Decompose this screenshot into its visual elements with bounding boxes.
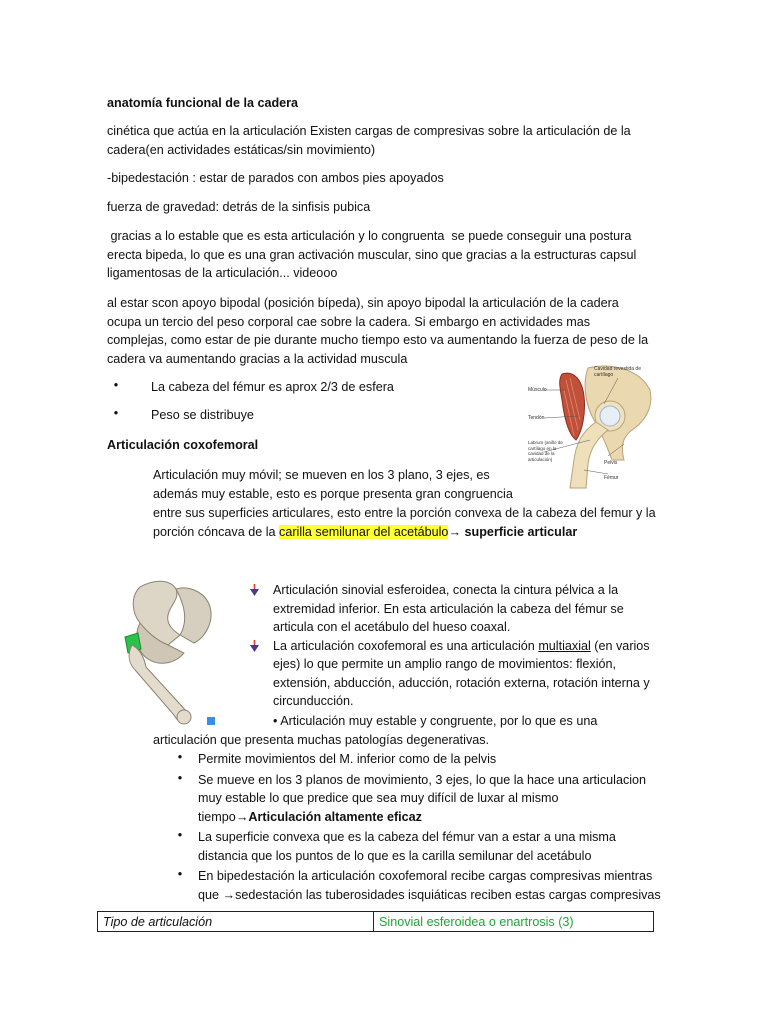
paragraph-bipodal: al estar scon apoyo bipodal (posición bípeda), sin apoyo bipodal la articulación de la cadera ocupa un tercio del peso corporal cae sobre la cadera. Si embargo en actividades mas complejas, como estar de pie durante mucho tiempo esto va aumentando la fuerza de peso de la cadera va aumentando gracias a la actividad muscula <box>107 296 649 366</box>
paragraph-gravedad: fuerza de gravedad: detrás de la sinfisis pubica <box>107 200 371 214</box>
label-labrum: Labrum (anillo de cartílago en la cavidad de la articulación) <box>528 440 563 462</box>
image-anchor-marker <box>207 717 215 725</box>
list-item: • Permite movimientos del M. inferior como de la pelvis <box>173 750 665 769</box>
hip-joint-image <box>528 360 656 490</box>
paragraph-coxofemoral-b: entre sus superficies articulares, esto entre la porción convexa de la cabeza del femur y la porción cóncava de la carilla semilunar del acetábulo→ superficie articular <box>153 506 656 539</box>
highlight-carilla: carilla semilunar del acetábulo <box>279 524 449 539</box>
bullet-dot: • <box>177 828 183 842</box>
paragraph-estable: gracias a lo estable que es esta articulación y lo congruenta se puede conseguir una postura erecta bipeda, lo que es una gran activación muscular, sino que gracias a la estructuras capsul ligamentosas de la articulación... videooo <box>107 229 640 280</box>
section-title-coxofemoral: Articulación coxofemoral <box>107 438 259 452</box>
paragraph-bipedestacion: -bipedestación : estar de parados con ambos pies apoyados <box>107 171 444 185</box>
stable-line-2: articulación que presenta muchas patologías degenerativas. <box>153 733 490 747</box>
table-row <box>98 912 654 932</box>
bullet-dot: • <box>177 770 183 785</box>
table-cell-value: Sinovial esferoidea o enartrosis (3) <box>374 912 654 932</box>
stable-line-1: • Articulación muy estable y congruente, por lo que es una <box>273 714 598 728</box>
bullet-dot: • <box>177 867 183 881</box>
bullet-dot: • <box>177 750 183 764</box>
joint-type-table <box>97 911 654 932</box>
arrow-text: → superficie articular <box>448 524 578 539</box>
label-femur: Fémur <box>604 475 619 481</box>
pelvis-femur-image <box>110 575 220 727</box>
label-pelvis: Pelvis <box>604 460 618 466</box>
arrow-bullet-list <box>250 581 660 711</box>
paragraph-cinetica: cinética que actúa en la articulación Existen cargas de compresivas sobre la articulación de la cadera(en actividades estáticas/sin movimiento) <box>107 124 631 157</box>
pelvis-femur-illustration <box>110 575 220 727</box>
bullet-list-2 <box>173 750 665 904</box>
bullet-dot: • <box>113 406 119 420</box>
list-item: • En bipedestación la articulación coxofemoral recibe cargas compresivas mientras que →sedestación las tuberosidades isquiáticas reciben estas cargas compresivas <box>173 867 665 904</box>
label-capsula: Cavidad revestida de cartílago <box>594 366 641 378</box>
bullet-dot: • <box>113 378 119 392</box>
label-tendon: Tendón <box>528 415 545 421</box>
table-cell-label: Tipo de articulación <box>98 912 374 932</box>
list-item: Articulación sinovial esferoidea, conecta la cintura pélvica a la extremidad inferior. En esta articulación la cabeza del fémur se articula con el acetábulo del hueso coaxal. <box>250 581 660 637</box>
underlined-multiaxial: multiaxial <box>538 638 591 653</box>
hip-joint-illustration <box>528 360 656 490</box>
arrow-bullet-icon <box>250 640 259 652</box>
arrow-bullet-icon <box>250 584 259 596</box>
label-musculo: Músculo <box>528 387 547 393</box>
page-title: anatomía funcional de la cadera <box>107 96 299 110</box>
list-item: • La superficie convexa que es la cabeza del fémur van a estar a una misma distancia que los puntos de lo que es la carilla semilunar del acetábulo <box>173 828 665 865</box>
paragraph-coxofemoral-a: Articulación muy móvil; se mueven en los 3 plano, 3 ejes, es además muy estable, esto es porque presenta gran congruencia <box>153 468 513 501</box>
list-item: • Se mueve en los 3 planos de movimiento, 3 ejes, lo que la hace una articulacion muy estable lo que predice que sea muy difícil de luxar al mismo tiempo→Articulación altamente eficaz <box>173 771 665 827</box>
list-item: La articulación coxofemoral es una articulación multiaxial (en varios ejes) lo que permite un amplio rango de movimientos: flexión, extensión, abducción, aducción, rotación externa, rotación interna y circunducción. <box>250 637 660 711</box>
